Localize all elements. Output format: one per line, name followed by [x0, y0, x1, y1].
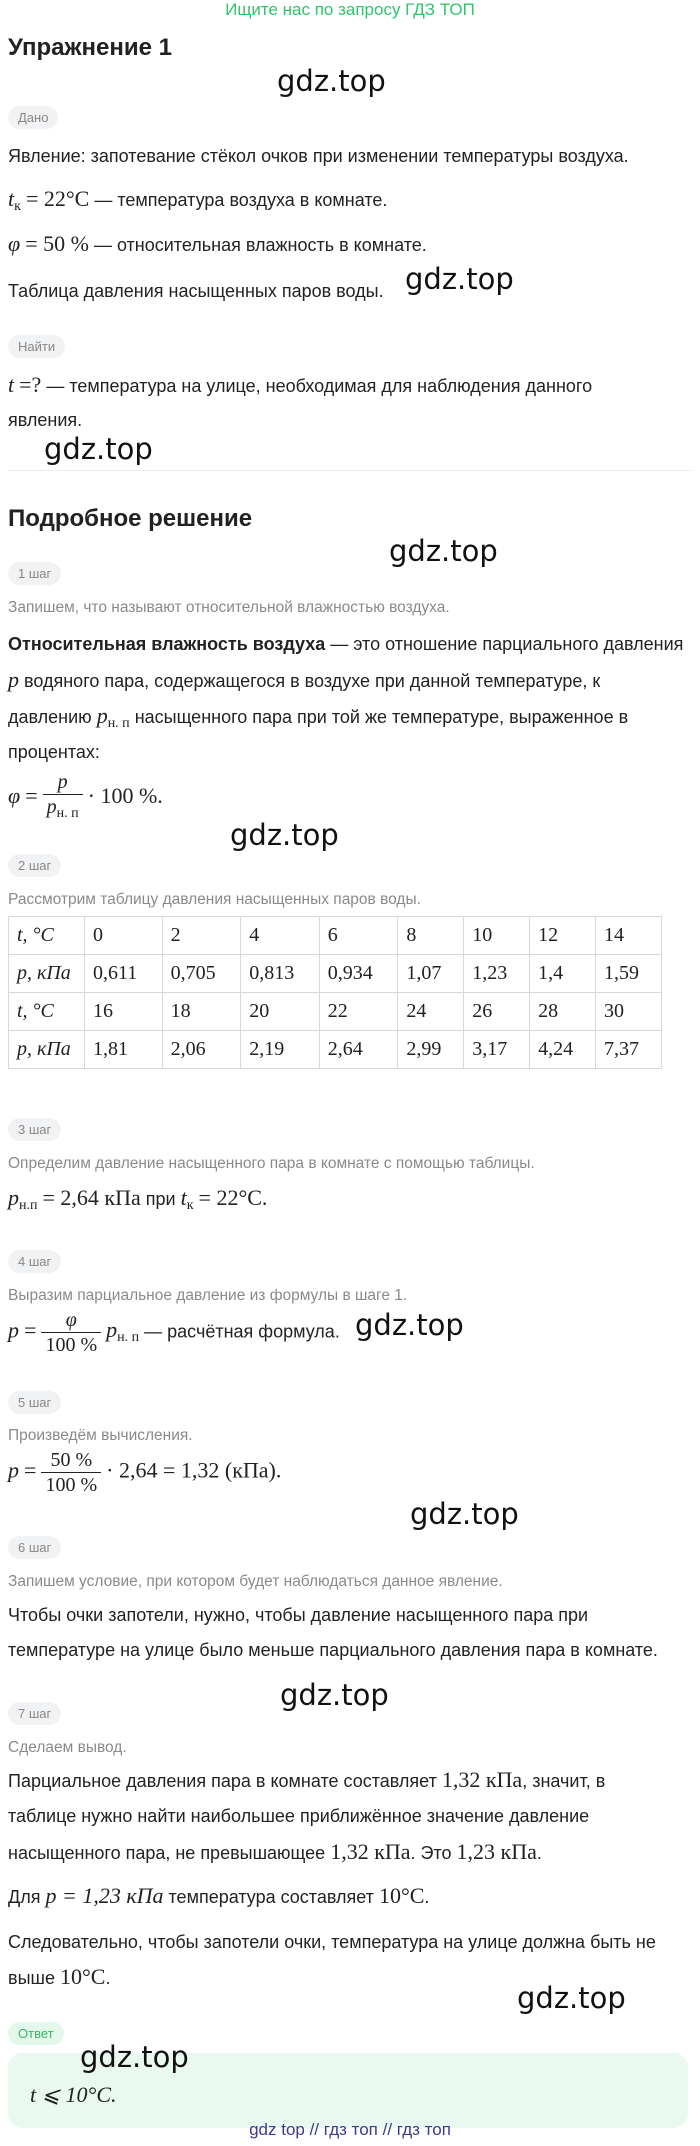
text: , значит, в — [522, 1771, 606, 1791]
table-cell: 2,06 — [162, 1031, 241, 1069]
step-5-num: 50 % — [41, 1448, 101, 1473]
table-cell: 16 — [85, 993, 163, 1031]
find-badge: Найти — [8, 335, 65, 358]
definition-line-3a: давлению — [8, 707, 92, 727]
step-3-badge: 3 шаг — [8, 1118, 61, 1141]
value: 1,32 кПа — [330, 1839, 411, 1864]
step-5-intro: Произведём вычисления. — [8, 1427, 193, 1444]
table-cell: 10 — [464, 917, 530, 955]
step-5-badge: 5 шаг — [8, 1391, 61, 1414]
watermark: gdz.top — [80, 2040, 189, 2074]
table-cell: 0,813 — [241, 955, 320, 993]
step-6-intro: Запишем условие, при котором будет наблюдаться данное явление. — [8, 1573, 503, 1590]
step-1-intro: Запишем, что называют относительной влажностью воздуха. — [8, 599, 450, 616]
table-row-header: t, °C — [9, 993, 85, 1031]
step-3-result: $p_{н.п} = 2,64$ кПа при $t_к = 22^\circ C$. — [8, 1185, 268, 1213]
top-banner[interactable]: Ищите нас по запросу ГДЗ ТОП — [225, 0, 475, 19]
find-line-1: t =? — температура на улице, необходимая для наблюдения данного — [8, 372, 593, 397]
watermark: gdz.top — [389, 534, 498, 568]
step-3-temp: = 22°C. — [198, 1185, 268, 1210]
page-title: Упражнение 1 — [8, 34, 172, 61]
table-cell: 0,611 — [85, 955, 163, 993]
table-row — [9, 917, 662, 955]
phi-text: — относительная влажность в комнате. — [93, 235, 427, 255]
table-cell: 0,934 — [319, 955, 398, 993]
watermark: gdz.top — [410, 1497, 519, 1531]
solution-title: Подробное решение — [8, 505, 253, 532]
step-6-line-1: Чтобы очки запотели, нужно, чтобы давление насыщенного пара при — [8, 1605, 589, 1625]
table-cell: 22 — [319, 993, 398, 1031]
step-7-line-3 — [8, 1840, 542, 1865]
text: . Это — [410, 1843, 452, 1863]
text: выше — [8, 1968, 55, 1988]
table-cell: 2,99 — [398, 1031, 464, 1069]
value: 10°C — [378, 1883, 425, 1908]
step-2-badge: 2 шаг — [8, 854, 61, 877]
fraction — [41, 1448, 101, 1497]
value: 10°C — [59, 1964, 106, 1989]
step-7-line-4 — [8, 1884, 429, 1909]
step-5-den: 100 % — [45, 1474, 98, 1496]
step-3-at: при — [145, 1189, 176, 1209]
watermark: gdz.top — [277, 64, 386, 98]
table-cell: 2,64 — [319, 1031, 398, 1069]
watermark: gdz.top — [230, 818, 339, 852]
step-7-badge: 7 шаг — [8, 1702, 61, 1725]
step-7-intro: Сделаем вывод. — [8, 1739, 127, 1756]
answer-value: t ⩽ 10°C. — [30, 2082, 117, 2107]
table-cell: 1,07 — [398, 955, 464, 993]
tk-text: — температура воздуха в комнате. — [94, 190, 388, 210]
table-cell: 1,59 — [596, 955, 662, 993]
step-6-line-2: температуре на улице было меньше парциального давления пара в комнате. — [8, 1640, 658, 1660]
find-line-2: явления. — [8, 410, 83, 430]
step-4-badge: 4 шаг — [8, 1250, 61, 1273]
table-row-header: t, °C — [9, 917, 85, 955]
table-cell: 0 — [85, 917, 163, 955]
step-5-formula: p = $\frac{50 \%}{100 \%}$ · 2,64 = 1,32 (кПа). — [8, 1449, 282, 1496]
text: . — [424, 1887, 430, 1907]
step-4-formula: p = $\frac{\varphi}{100 \%}$ $p_{н. п}$ — расчётная формула. — [8, 1309, 340, 1356]
table-cell: 4 — [241, 917, 320, 955]
step-7-line-6 — [8, 1965, 110, 1990]
step-7-line-2: таблице нужно найти наибольшее приближённое значение давление — [8, 1806, 590, 1826]
step-1-def-2: p водяного пара, содержащегося в воздухе при данной температуре, к — [8, 667, 601, 692]
step-1-def-3: давлению $p_{н. п}$ насыщенного пара при той же температуре, выраженное в — [8, 703, 629, 731]
definition-term: Относительная влажность воздуха — [8, 634, 326, 654]
table-cell: 14 — [596, 917, 662, 955]
phi-value: = 50 % — [25, 231, 89, 256]
text: . — [105, 1968, 111, 1988]
table-cell: 30 — [596, 993, 662, 1031]
table-cell: 2,19 — [241, 1031, 320, 1069]
pressure-table — [8, 916, 662, 1069]
table-cell: 28 — [530, 993, 596, 1031]
table-cell: 1,4 — [530, 955, 596, 993]
step-7-line-1 — [8, 1768, 605, 1793]
table-row-header: p, кПа — [9, 1031, 85, 1069]
phi-line: φ = 50 % — относительная влажность в комнате. — [8, 231, 427, 256]
table-cell: 20 — [241, 993, 320, 1031]
formula-tail: · 100 %. — [87, 782, 163, 808]
step-1-badge: 1 шаг — [8, 562, 61, 585]
text: Парциальное давления пара в комнате составляет — [8, 1771, 437, 1791]
watermark: gdz.top — [44, 432, 153, 466]
step-1-def-1 — [8, 632, 683, 656]
watermark: gdz.top — [405, 262, 514, 296]
text: Для — [8, 1887, 41, 1907]
table-row — [9, 993, 662, 1031]
watermark: gdz.top — [280, 1678, 389, 1712]
definition-line-3b: насыщенного пара при той же температуре, выраженное в — [134, 707, 629, 727]
watermark: gdz.top — [517, 1981, 626, 2015]
answer-badge: Ответ — [8, 2022, 64, 2045]
table-cell: 8 — [398, 917, 464, 955]
table-cell: 6 — [319, 917, 398, 955]
step-3-intro: Определим давление насыщенного пара в комнате с помощью таблицы. — [8, 1155, 535, 1172]
step-3-value: = 2,64 кПа — [42, 1185, 141, 1210]
given-badge: Дано — [8, 106, 58, 129]
step-7-line-5: Следовательно, чтобы запотели очки, температура на улице должна быть не — [8, 1932, 656, 1952]
text: насыщенного пара, не превышающее — [8, 1843, 326, 1863]
step-1-formula: φ = $\frac{p}{p_{н. п}}$ · 100 %. — [8, 770, 163, 826]
step-2-intro: Рассмотрим таблицу давления насыщенных паров воды. — [8, 891, 421, 908]
definition-rest: — это отношение парциального давления — [325, 634, 684, 654]
step-4-intro: Выразим парциальное давление из формулы в шаге 1. — [8, 1287, 408, 1304]
step-5-tail: · 2,64 = 1,32 (кПа). — [106, 1457, 282, 1483]
tk-line: $t_к = 22^\circ C$ — температура воздуха в комнате. — [8, 186, 388, 214]
value: 1,23 кПа — [456, 1839, 537, 1864]
phenomenon-text: Явление: запотевание стёкол очков при изменении температуры воздуха. — [8, 146, 629, 166]
table-cell: 2 — [162, 917, 241, 955]
table-cell: 24 — [398, 993, 464, 1031]
watermark: gdz.top — [355, 1308, 464, 1342]
table-cell: 18 — [162, 993, 241, 1031]
table-cell: 4,24 — [530, 1031, 596, 1069]
text: . — [536, 1843, 542, 1863]
value: p = 1,23 кПа — [45, 1883, 164, 1908]
definition-line-2: водяного пара, содержащегося в воздухе при данной температуре, к — [24, 671, 601, 691]
fraction: $\frac{\varphi}{100 \%}$ — [41, 1308, 101, 1357]
table-row — [9, 955, 662, 993]
step-4-tail: — расчётная формула. — [144, 1321, 340, 1342]
divider — [8, 470, 692, 471]
table-cell: 1,81 — [85, 1031, 163, 1069]
table-cell: 7,37 — [596, 1031, 662, 1069]
find-text: — температура на улице, необходимая для наблюдения данного — [46, 376, 593, 396]
table-cell: 12 — [530, 917, 596, 955]
tk-value: = 22°C — [25, 186, 90, 211]
text: температура составляет — [168, 1887, 374, 1907]
step-6-badge: 6 шаг — [8, 1536, 61, 1559]
table-cell: 3,17 — [464, 1031, 530, 1069]
table-cell: 1,23 — [464, 955, 530, 993]
step-1-def-4: процентах: — [8, 742, 100, 762]
value: 1,32 кПа — [441, 1767, 523, 1792]
table-row — [9, 1031, 662, 1069]
footer-links[interactable]: gdz top // гдз топ // гдз топ — [249, 2120, 451, 2139]
table-cell: 0,705 — [162, 955, 241, 993]
fraction: $\frac{p}{p_{н. п}}$ — [43, 770, 83, 826]
table-note: Таблица давления насыщенных паров воды. — [8, 281, 384, 301]
table-row-header: p, кПа — [9, 955, 85, 993]
table-cell: 26 — [464, 993, 530, 1031]
find-t-value: =? — [19, 372, 42, 397]
